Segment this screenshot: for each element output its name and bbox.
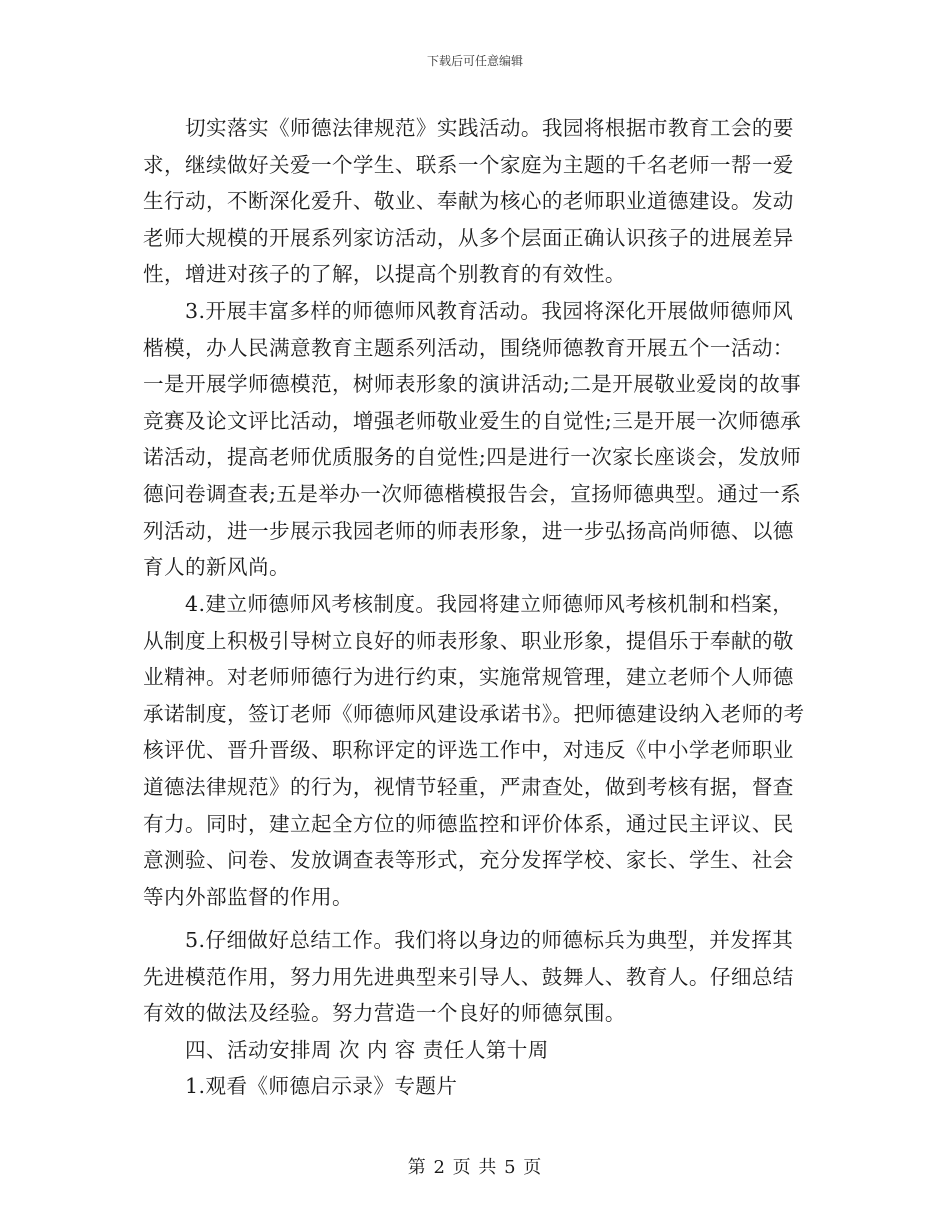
- section-heading-schedule: 四、活动安排周 次 内 容 责任人第十周: [185, 1038, 549, 1062]
- page-header: 下载后可任意编辑: [426, 54, 523, 68]
- paragraph-item-3: 3.开展丰富多样的师德师风教育活动。我园将深化开展做师德师风楷模，办人民满意教育主题系列活动，围绕师德教育开展五个一活动：一是开展学师德模范，树师表形象的演讲活动;二是开展敬业爱岗的故事竞赛及论文评比活动，增强老师敬业爱生的自觉性;三是开展一次师德承诺活动，提高老师优质服务的自觉性;四是进行一次家长座谈会，发放师德问卷调查表;五是举办一次师德楷模报告会，宣扬师德典型。通过一系列活动，进一步展示我园老师的师表形象，进一步弘扬高尚师德、以德育人的新风尚。: [143, 299, 802, 580]
- paragraph-schedule-item-1: 1.观看《师德启示录》专题片: [185, 1074, 458, 1098]
- paragraph-item-4: 4.建立师德师风考核制度。我园将建立师德师风考核机制和档案，从制度上积极引导树立良好的师表形象、职业形象，提倡乐于奉献的敬业精神。对老师师德行为进行约束，实施常规管理，建立老师个人师德承诺制度，签订老师《师德师风建设承诺书》。把师德建设纳入老师的考核评优、晋升晋级、职称评定的评选工作中，对违反《中小学老师职业道德法律规范》的行为，视情节轻重，严肃查处，做到考核有据，督查有力。同时，建立起全方位的师德监控和评价体系，通过民主评议、民意测验、问卷、发放调查表等形式，充分发挥学校、家长、学生、社会等内外部监督的作用。: [143, 592, 805, 909]
- page-number: 第 2 页 共 5 页: [407, 1157, 543, 1178]
- paragraph-item-5: 5.仔细做好总结工作。我们将以身边的师德标兵为典型，并发挥其先进模范作用，努力用先进典型来引导人、鼓舞人、教育人。仔细总结有效的做法及经验。努力营造一个良好的师德氛围。: [143, 928, 794, 1026]
- paragraph-practice-activity: 切实落实《师德法律规范》实践活动。我园将根据市教育工会的要求，继续做好关爱一个学生、联系一个家庭为主题的千名老师一帮一爱生行动，不断深化爱升、敬业、奉献为核心的老师职业道德建设。发动老师大规模的开展系列家访活动，从多个层面正确认识孩子的进展差异性，增进对孩子的了解，以提高个别教育的有效性。: [143, 116, 794, 287]
